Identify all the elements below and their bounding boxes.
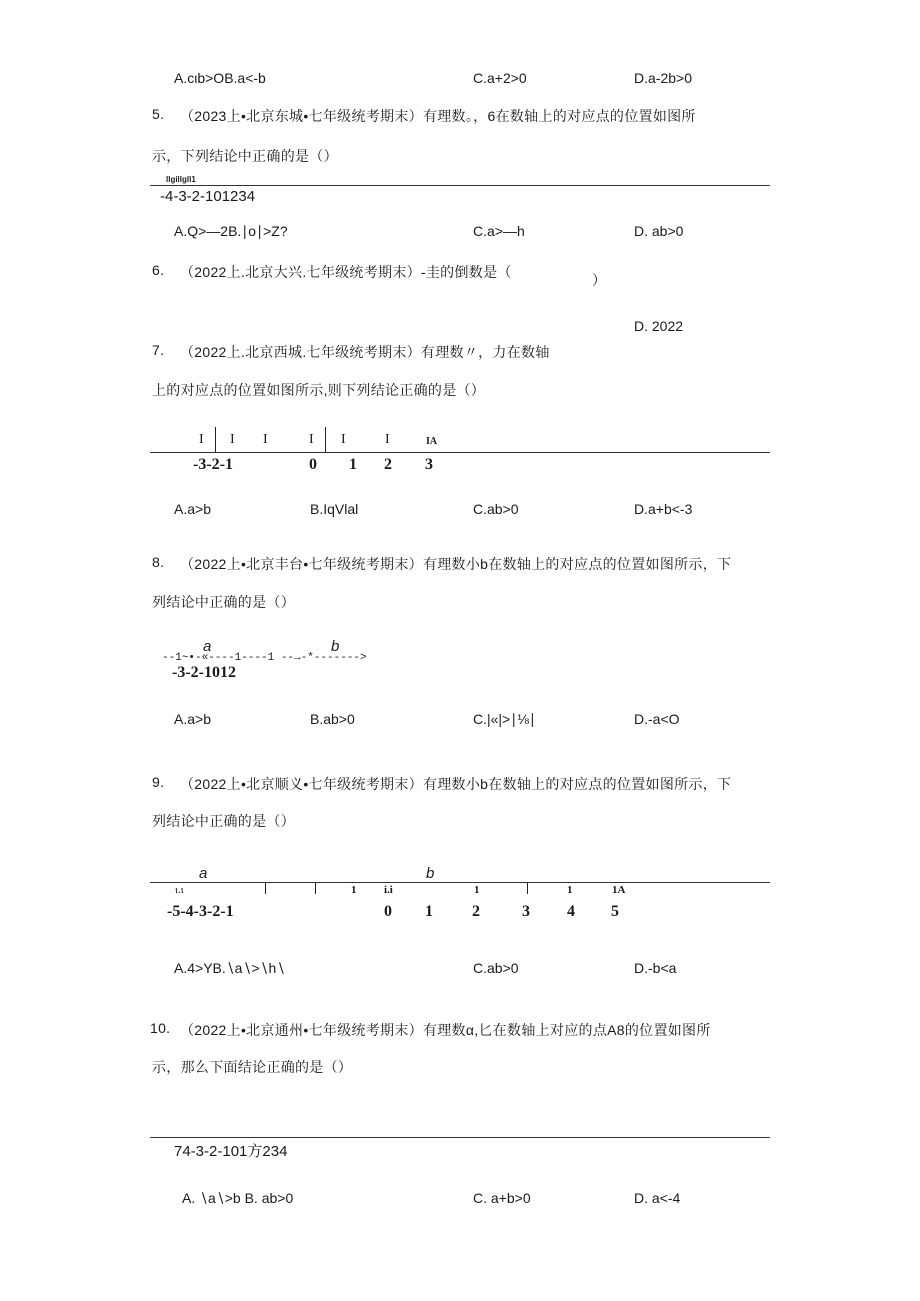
q7-tick-4: I [309,432,314,447]
q8-label-b: b [331,638,340,655]
q5-stem-line2: 示，下列结论中正确的是（） [152,148,338,164]
q7-option-b: B.IqVlal [310,501,359,517]
q10-number: 10. [150,1020,171,1036]
q9-axis-label-3: 3 [522,903,530,920]
q7-axis-label-0: 0 [309,456,317,473]
q9-tick-2 [315,883,316,894]
q6-number: 6. [152,262,165,278]
q9-option-c: C.ab>0 [473,960,519,976]
q9-stem-line1: （2022上•北京顺义•七年级统考期末）有理数小b在数轴上的对应点的位置如图所示，下 [180,776,732,792]
q7-option-c: C.ab>0 [473,501,519,517]
q7-axis-label-neg: -3-2-1 [193,456,233,473]
q9-mark-ticks-left: ι.ι [175,884,184,896]
q10-stem-line1: （2022上•北京通州•七年级统考期末）有理数α,匕在数轴上对应的点A8的位置如图所 [180,1022,711,1038]
q7-stem-line1: （2022上.北京西城.七年级统考期末）有理数〃，力在数轴 [180,344,550,360]
q8-stem-line1: （2022上•北京丰台•七年级统考期末）有理数小b在数轴上的对应点的位置如图所示，下 [180,556,732,572]
q7-tick-5: I [341,432,346,447]
q5-number: 5. [152,106,165,122]
q7-number-line [150,452,770,453]
q9-axis-label-0: 0 [384,903,392,920]
q9-tick-1 [265,883,266,894]
q8-number-line: --1~•-«----1----1 --→-*-------> [162,652,367,664]
q9-label-b: b [426,865,435,882]
q9-axis-label-2: 2 [472,903,480,920]
q9-mark-arrow: 1A [612,884,626,896]
q10-option-ab: A. ∖a∖>b B. ab>0 [182,1190,294,1206]
q7-axis-label-2: 2 [384,456,392,473]
q8-option-d: D.-a<O [634,711,680,727]
q9-axis-label-4: 4 [567,903,575,920]
q6-option-d: D. 2022 [634,318,684,334]
q8-number: 8. [152,554,165,570]
q10-option-c: C. a+b>0 [473,1190,531,1206]
q9-axis-label-5: 5 [611,903,619,920]
q9-mark-2: 1 [474,884,480,896]
q8-option-a: A.a>b [174,711,211,727]
q9-stem-line2: 列结论中正确的是（） [152,813,295,829]
q7-axis-label-1: 1 [349,456,357,473]
q7-tick-b-marker [325,427,326,452]
q9-axis-label-neg: -5-4-3-2-1 [167,903,234,920]
q6-stem-line1: （2022上.北京大兴.七年级统考期末）-圭的倒数是（ [180,264,512,280]
q8-option-b: B.ab>0 [310,711,355,727]
q7-tick-a-marker [215,427,216,452]
q7-tick-6: I [385,432,390,447]
q5-option-c: C.a>—h [473,223,525,239]
q6-paren-close: ） [592,272,607,288]
q7-option-d: D.a+b<-3 [634,501,693,517]
q9-mark-1: 1 [351,884,357,896]
q5-option-d: D. ab>0 [634,223,684,239]
q7-tick-2: I [230,432,235,447]
q5-stem-line1: （2023上•北京东城•七年级统考期末）有理数。，6在数轴上的对应点的位置如图所 [180,108,696,124]
q5-number-line [150,185,770,186]
q9-axis-label-1: 1 [425,903,433,920]
q5-axis-labels: -4-3-2-101234 [160,188,256,205]
q10-stem-line2: 示，那么下面结论正确的是（） [152,1059,353,1075]
q8-option-c: C.|«|>∣⅛∣ [473,711,536,727]
q9-label-a: a [199,865,208,882]
q7-number: 7. [152,342,165,358]
q10-option-d: D. a<-4 [634,1190,681,1206]
q9-option-ab: A.4>YB.∖a∖>∖h∖ [174,960,286,976]
q7-option-a: A.a>b [174,501,211,517]
q8-axis-labels: -3-2-1012 [172,664,236,681]
q9-number: 9. [152,774,165,790]
q7-tick-3: I [263,432,268,447]
q9-mark-3: 1 [567,884,573,896]
q5-option-ab: A.Q>—2B.∣o∣>Z? [174,223,288,239]
q4-option-ab: A.cιb>OB.a<-b [174,70,266,86]
q10-axis-labels: 74-3-2-101方234 [174,1143,288,1160]
q7-stem-line2: 上的对应点的位置如图所示,则下列结论正确的是（） [152,382,486,398]
q7-tick-arrow: IA [426,436,438,447]
q7-tick-1: I [199,432,204,447]
q8-label-a: a [203,638,212,655]
q9-option-d: D.-b<a [634,960,677,976]
q7-axis-label-3: 3 [425,456,433,473]
q10-number-line [150,1137,770,1138]
q4-option-c: C.a+2>0 [473,70,527,86]
q4-option-d: D.a-2b>0 [634,70,692,86]
q5-axis-marks: llgillgll1 [166,175,196,184]
q9-number-line [150,882,770,883]
q9-tick-3 [527,883,528,894]
q8-stem-line2: 列结论中正确的是（） [152,594,295,610]
q9-mark-origin: i.i [384,884,393,896]
